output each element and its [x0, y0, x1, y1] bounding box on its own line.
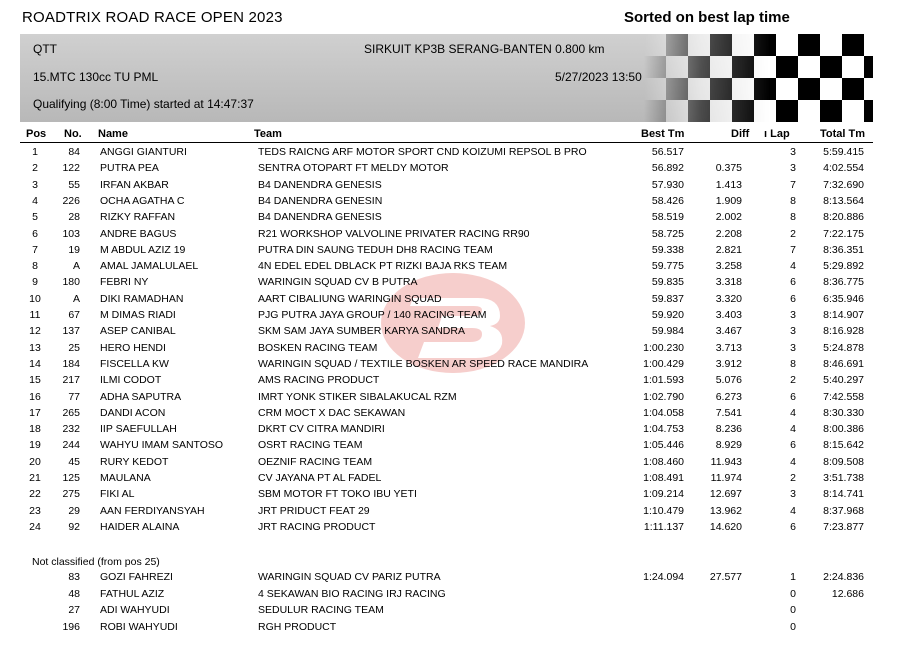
not-classified-label: Not classified (from pos 25): [32, 556, 160, 568]
cell-lap: 7: [790, 243, 796, 256]
cell-best: 1:10.479: [643, 504, 684, 517]
cell-pos: 9: [32, 276, 38, 289]
cell-pos: 7: [32, 243, 38, 256]
cell-team: IMRT YONK STIKER SIBALAKUCAL RZM: [258, 390, 457, 403]
table-row: [0, 228, 900, 244]
sort-label: Sorted on best lap time: [624, 9, 790, 26]
cell-team: BOSKEN RACING TEAM: [258, 341, 378, 354]
cell-diff: 3.318: [715, 276, 742, 289]
cell-diff: 11.943: [710, 455, 742, 468]
qualifying-info: Qualifying (8:00 Time) started at 14:47:37: [33, 97, 254, 111]
cell-name: WAHYU IMAM SANTOSO: [100, 439, 224, 452]
cell-no: 103: [62, 227, 80, 240]
cell-no: 217: [62, 374, 80, 387]
cell-diff: 11.974: [710, 472, 742, 484]
cell-no: 226: [62, 194, 80, 207]
cell-team: B4 DANENDRA GENESIS: [258, 178, 382, 191]
cell-name: FIKI AL: [100, 488, 135, 501]
col-header-team: Team: [254, 128, 282, 140]
cell-diff: 2.002: [715, 211, 742, 224]
cell-team: SEDULUR RACING TEAM: [258, 604, 384, 616]
cell-pos: 23: [29, 504, 41, 517]
col-header-pos: Pos: [26, 128, 47, 140]
cell-diff: 1.413: [715, 178, 742, 191]
race-class: 15.MTC 130cc TU PML: [33, 70, 159, 84]
cell-pos: 3: [32, 178, 38, 191]
cell-best: 59.775: [651, 260, 684, 273]
cell-best: 59.920: [651, 309, 684, 321]
cell-total: 8:30.330: [823, 406, 864, 419]
table-row: [0, 325, 900, 341]
table-row: [0, 162, 900, 178]
cell-pos: 17: [29, 406, 41, 419]
cell-team: OEZNIF RACING TEAM: [258, 455, 373, 468]
table-row: [0, 456, 900, 472]
cell-pos: 5: [32, 211, 38, 224]
cell-pos: 10: [29, 292, 41, 305]
cell-best: 1:05.446: [643, 439, 684, 452]
cell-total: 8:16.928: [823, 325, 864, 338]
cell-lap: 0: [790, 620, 796, 633]
cell-pos: 14: [29, 357, 41, 370]
cell-name: RIZKY RAFFAN: [100, 211, 176, 224]
cell-diff: 5.076: [715, 374, 742, 387]
cell-pos: 12: [29, 325, 41, 338]
cell-best: 1:00.230: [643, 341, 684, 354]
cell-name: M ABDUL AZIZ 19: [100, 243, 186, 256]
cell-name: FEBRI NY: [100, 276, 149, 289]
cell-diff: 3.912: [715, 357, 742, 370]
cell-team: WARINGIN SQUAD / TEXTILE BOSKEN AR SPEED RACE MANDIRA: [258, 357, 589, 370]
cell-name: AMAL JAMALULAEL: [100, 260, 199, 273]
cell-pos: 20: [29, 455, 41, 468]
cell-diff: 1.909: [715, 194, 742, 207]
cell-pos: 16: [29, 390, 41, 403]
cell-name: ADHA SAPUTRA: [100, 390, 182, 403]
cell-total: 5:40.297: [823, 374, 864, 387]
cell-best: 56.892: [651, 162, 684, 175]
cell-lap: 0: [790, 587, 796, 600]
cell-no: 137: [62, 325, 80, 338]
cell-total: 8:09.508: [823, 455, 864, 468]
cell-total: 5:59.415: [823, 146, 864, 158]
cell-total: 8:00.386: [823, 423, 864, 436]
cell-no: 275: [62, 488, 80, 501]
cell-team: RGH PRODUCT: [258, 620, 337, 633]
cell-name: IIP SAEFULLAH: [100, 423, 177, 436]
cell-diff: 8.929: [715, 439, 742, 452]
cell-best: 1:08.491: [643, 472, 684, 484]
cell-name: M DIMAS RIADI: [100, 309, 176, 321]
cell-pos: 13: [29, 341, 41, 354]
cell-team: WARINGIN SQUAD CV PARIZ PUTRA: [258, 571, 441, 583]
cell-name: ANDRE BAGUS: [100, 227, 177, 240]
cell-team: SBM MOTOR FT TOKO IBU YETI: [258, 488, 417, 501]
cell-no: 45: [68, 455, 80, 468]
cell-name: HAIDER ALAINA: [100, 520, 180, 533]
cell-team: B4 DANENDRA GENESIS: [258, 211, 382, 224]
cell-team: TEDS RAICNG ARF MOTOR SPORT CND KOIZUMI REPSOL B PRO: [258, 146, 587, 158]
cell-no: 244: [62, 439, 80, 452]
table-row: [0, 342, 900, 358]
cell-pos: 24: [29, 520, 41, 533]
cell-no: 265: [62, 406, 80, 419]
cell-pos: 22: [29, 488, 41, 501]
cell-lap: 8: [790, 211, 796, 224]
cell-team: SKM SAM JAYA SUMBER KARYA SANDRA: [258, 325, 465, 338]
cell-total: 3:51.738: [823, 472, 864, 484]
cell-lap: 3: [790, 162, 796, 175]
table-row: [0, 439, 900, 455]
cell-best: 1:04.058: [643, 406, 684, 419]
cell-team: OSRT RACING TEAM: [258, 439, 363, 452]
cell-no: 184: [62, 357, 80, 370]
cell-team: 4N EDEL EDEL DBLACK PT RIZKI BAJA RKS TEAM: [258, 260, 508, 273]
table-row: [0, 374, 900, 390]
cell-total: 5:29.892: [823, 260, 864, 273]
cell-best: 59.984: [651, 325, 684, 338]
cell-best: 1:04.753: [643, 423, 684, 436]
cell-diff: 27.577: [709, 571, 742, 583]
cell-lap: 4: [790, 406, 796, 419]
cell-diff: 2.208: [715, 227, 742, 240]
table-row: [0, 472, 900, 488]
cell-no: 83: [68, 571, 80, 583]
cell-name: ASEP CANIBAL: [100, 325, 176, 338]
cell-diff: 3.320: [715, 292, 742, 305]
cell-total: 8:20.886: [823, 211, 864, 224]
cell-total: 5:24.878: [823, 341, 864, 354]
cell-no: 196: [62, 620, 80, 633]
cell-total: 8:15.642: [823, 439, 864, 452]
table-row: [0, 407, 900, 423]
cell-total: 7:23.877: [823, 520, 864, 533]
table-row: [0, 276, 900, 292]
table-row: [0, 621, 900, 637]
cell-lap: 3: [790, 146, 796, 158]
col-header-diff: Diff: [731, 128, 750, 140]
cell-best: 1:02.790: [643, 390, 684, 403]
cell-name: ILMI CODOT: [100, 374, 162, 387]
cell-team: AART CIBALIUNG WARINGIN SQUAD: [258, 292, 442, 305]
cell-no: 125: [62, 472, 80, 484]
cell-team: SENTRA OTOPART FT MELDY MOTOR: [258, 162, 449, 175]
cell-lap: 0: [790, 604, 796, 616]
cell-team: R21 WORKSHOP VALVOLINE PRIVATER RACING RR90: [258, 227, 530, 240]
cell-total: 2:24.836: [823, 571, 864, 583]
cell-lap: 3: [790, 309, 796, 321]
cell-team: JRT RACING PRODUCT: [258, 520, 376, 533]
cell-team: WARINGIN SQUAD CV B PUTRA: [258, 276, 418, 289]
table-row: [0, 179, 900, 195]
cell-total: 8:14.907: [823, 309, 864, 321]
cell-team: PJG PUTRA JAYA GROUP / 140 RACING TEAM: [258, 309, 487, 321]
cell-best: 1:00.429: [643, 357, 684, 370]
cell-pos: 6: [32, 227, 38, 240]
circuit-name: SIRKUIT KP3B SERANG-BANTEN 0.800 km: [364, 42, 605, 56]
cell-lap: 4: [790, 455, 796, 468]
cell-pos: 11: [29, 309, 41, 321]
cell-name: FATHUL AZIZ: [100, 587, 165, 600]
table-row: [0, 588, 900, 604]
cell-pos: 1: [32, 146, 38, 158]
cell-diff: 3.258: [715, 260, 742, 273]
col-header-best: Best Tm: [641, 128, 685, 140]
cell-lap: 1: [790, 571, 796, 583]
cell-team: JRT PRIDUCT FEAT 29: [258, 504, 370, 517]
cell-best: 1:24.094: [643, 571, 684, 583]
cell-diff: 3.713: [715, 341, 742, 354]
cell-pos: 18: [29, 423, 41, 436]
table-row: [0, 521, 900, 537]
cell-lap: 3: [790, 341, 796, 354]
cell-name: FISCELLA KW: [100, 357, 169, 370]
table-row: [0, 358, 900, 374]
cell-best: 58.519: [651, 211, 684, 224]
cell-best: 58.426: [651, 194, 684, 207]
cell-best: 1:11.137: [643, 520, 684, 533]
cell-diff: 3.403: [715, 309, 742, 321]
cell-lap: 6: [790, 276, 796, 289]
cell-name: MAULANA: [100, 472, 151, 484]
cell-no: 19: [68, 243, 80, 256]
cell-best: 59.338: [651, 243, 684, 256]
cell-diff: 12.697: [709, 488, 742, 501]
cell-no: 55: [68, 178, 80, 191]
header-divider: [20, 142, 873, 143]
cell-pos: 15: [29, 374, 41, 387]
cell-lap: 2: [790, 374, 796, 387]
cell-total: 12.686: [831, 587, 864, 600]
table-row: [0, 604, 900, 620]
cell-lap: 2: [790, 227, 796, 240]
cell-best: 59.837: [651, 292, 684, 305]
cell-team: PUTRA DIN SAUNG TEDUH DH8 RACING TEAM: [258, 243, 493, 256]
cell-diff: 3.467: [715, 325, 742, 338]
cell-name: ANGGI GIANTURI: [100, 146, 187, 158]
cell-lap: 8: [790, 194, 796, 207]
cell-no: 232: [62, 423, 80, 436]
cell-lap: 2: [790, 472, 796, 484]
cell-name: AAN FERDIYANSYAH: [100, 504, 205, 517]
col-header-total: Total Tm: [820, 128, 866, 140]
table-row: [0, 423, 900, 439]
cell-best: 56.517: [651, 146, 684, 158]
cell-lap: 4: [790, 504, 796, 517]
cell-name: DIKI RAMADHAN: [100, 292, 184, 305]
cell-best: 57.930: [651, 178, 684, 191]
cell-pos: 8: [32, 260, 38, 273]
cell-total: 7:42.558: [823, 390, 864, 403]
cell-total: 8:46.691: [823, 357, 864, 370]
cell-lap: 6: [790, 439, 796, 452]
cell-no: A: [72, 292, 80, 305]
cell-diff: 13.962: [709, 504, 742, 517]
cell-pos: 19: [29, 439, 41, 452]
cell-name: RURY KEDOT: [100, 455, 169, 468]
cell-total: 8:36.775: [823, 276, 864, 289]
table-row: [0, 293, 900, 309]
cell-name: OCHA AGATHA C: [100, 194, 185, 207]
cell-best: 59.835: [651, 276, 684, 289]
cell-diff: 6.273: [715, 390, 742, 403]
cell-lap: 7: [790, 178, 796, 191]
cell-total: 7:22.175: [823, 227, 864, 240]
cell-team: CRM MOCT X DAC SEKAWAN: [258, 406, 406, 419]
cell-total: 4:02.554: [823, 162, 864, 175]
cell-no: 67: [68, 309, 80, 321]
table-row: [0, 488, 900, 504]
cell-name: HERO HENDI: [100, 341, 166, 354]
cell-lap: 6: [790, 520, 796, 533]
cell-diff: 7.541: [715, 406, 742, 419]
cell-diff: 2.821: [715, 243, 742, 256]
cell-lap: 6: [790, 292, 796, 305]
cell-diff: 14.620: [709, 520, 742, 533]
cell-diff: 8.236: [715, 423, 742, 436]
cell-name: ROBI WAHYUDI: [100, 620, 178, 633]
cell-total: 7:32.690: [823, 178, 864, 191]
table-row: [0, 244, 900, 260]
cell-lap: 4: [790, 423, 796, 436]
cell-lap: 4: [790, 260, 796, 273]
cell-no: 29: [68, 504, 80, 517]
cell-lap: 8: [790, 357, 796, 370]
cell-pos: 2: [32, 162, 38, 175]
cell-team: AMS RACING PRODUCT: [258, 374, 380, 387]
cell-lap: 6: [790, 390, 796, 403]
cell-team: CV JAYANA PT AL FADEL: [258, 472, 382, 484]
cell-no: 92: [68, 520, 80, 533]
cell-total: 6:35.946: [823, 292, 864, 305]
cell-diff: 0.375: [715, 162, 742, 175]
cell-no: 84: [68, 146, 80, 158]
cell-no: A: [72, 260, 80, 273]
cell-name: PUTRA PEA: [100, 162, 159, 175]
cell-name: IRFAN AKBAR: [100, 178, 169, 191]
checkered-flag-pattern: [644, 34, 873, 122]
cell-lap: 3: [790, 325, 796, 338]
cell-team: B4 DANENDRA GENESIN: [258, 194, 383, 207]
cell-total: 8:13.564: [823, 194, 864, 207]
cell-name: DANDI ACON: [100, 406, 166, 419]
cell-no: 27: [68, 604, 80, 616]
cell-lap: 3: [790, 488, 796, 501]
cell-best: 1:01.593: [643, 374, 684, 387]
table-row: [0, 146, 900, 162]
table-row: [0, 571, 900, 587]
session-datetime: 5/27/2023 13:50: [555, 70, 642, 84]
cell-no: 77: [68, 390, 80, 403]
cell-name: GOZI FAHREZI: [100, 571, 173, 583]
cell-best: 1:08.460: [643, 455, 684, 468]
cell-name: ADI WAHYUDI: [100, 604, 170, 616]
cell-no: 28: [68, 211, 80, 224]
cell-total: 8:14.741: [823, 488, 864, 501]
table-row: [0, 260, 900, 276]
table-row: [0, 505, 900, 521]
cell-no: 122: [62, 162, 80, 175]
cell-best: 58.725: [651, 227, 684, 240]
cell-team: DKRT CV CITRA MANDIRI: [258, 423, 385, 436]
cell-team: 4 SEKAWAN BIO RACING IRJ RACING: [258, 587, 446, 600]
cell-best: 1:09.214: [643, 488, 684, 501]
cell-total: 8:36.351: [823, 243, 864, 256]
cell-pos: 21: [29, 472, 41, 484]
cell-no: 25: [68, 341, 80, 354]
report-title: ROADTRIX ROAD RACE OPEN 2023: [22, 9, 283, 26]
cell-no: 48: [68, 587, 80, 600]
col-header-name: Name: [98, 128, 128, 140]
cell-no: 180: [62, 276, 80, 289]
session-type: QTT: [33, 42, 57, 56]
table-row: [0, 309, 900, 325]
table-row: [0, 211, 900, 227]
table-row: [0, 195, 900, 211]
cell-pos: 4: [32, 194, 38, 207]
cell-total: 8:37.968: [823, 504, 864, 517]
col-header-no: No.: [64, 128, 82, 140]
col-header-lap: ı Lap: [764, 128, 790, 140]
table-row: [0, 391, 900, 407]
